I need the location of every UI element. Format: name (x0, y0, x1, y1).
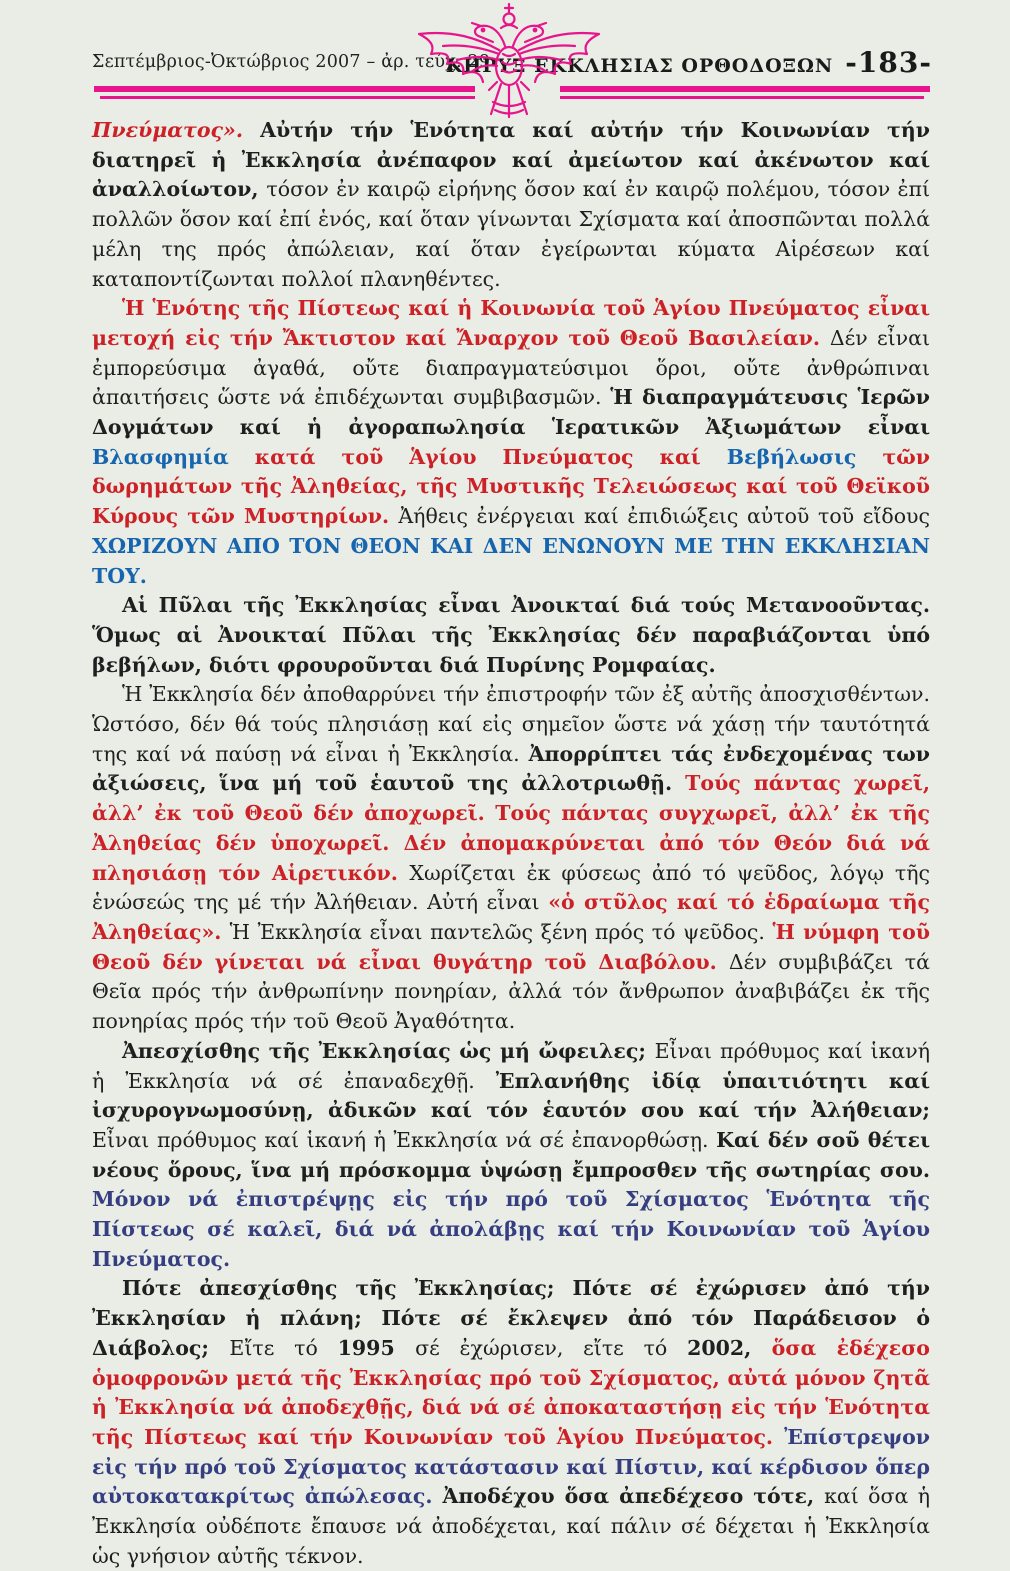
text-run: Αἱ Πῦλαι τῆς Ἐκκλησίας εἶναι Ἀνοικταί διά τούς Μετανοοῦντας. Ὅμως αἱ Ἀνοικταί Πῦλαι τῆς Ἐκκλησίας δέν παραβιάζονται ὑπό βεβήλων, διότι φρουροῦνται διά Πυρίνης Ρομφαίας. (92, 593, 930, 677)
text-run: Ἡ Ἐκκλησία δέν ἀποθαρρύνει τήν ἐπιστροφήν τῶν ἐξ αὐτῆς ἀποσχισθέντων. Ὡστόσο, δέν θά τούς πλησιάσῃ καί εἰς σημεῖον ὥστε νά χάσῃ τήν ταυτότητά της καί νά παύσῃ νά εἶναι ἡ Ἐκκλησία. (92, 682, 930, 766)
text-run: Ἡ Ἐκκλησία εἶναι παντελῶς ξένη πρός τό ψεῦδος. (229, 919, 773, 944)
double-headed-eagle-icon (413, 2, 605, 120)
text-run: Καί δέν σοῦ θέτει νέους ὅρους, ἵνα μή πρόσκομμα ὑψώσῃ ἔμπροσθεν τῆς σωτηρίας σου. (92, 1127, 931, 1182)
text-run: Βεβήλωσις (726, 444, 883, 469)
text-run: Ἀπορρίπτει τάς ἐνδεχομένας των ἀξιώσεις, ἵνα μή τοῦ ἑαυτοῦ της ἀλλοτριωθῇ. (92, 741, 930, 796)
text-run: 2002, (687, 1335, 772, 1360)
text-run: Πνεύματος». (92, 118, 261, 142)
text-run: τῶν δωρημάτων τῆς Ἀληθείας, τῆς Μυστικῆς Τελειώσεως καί τοῦ Θεϊκοῦ Κύρους τῶν Μυστηρίων. (92, 444, 930, 529)
paragraph (92, 680, 930, 1036)
text-run: Ἐπίστρεψον εἰς τήν πρό τοῦ Σχίσματος κατάστασιν καί Πίστιν, καί κέρδισον ὅπερ αὐτοκατακρίτως ἀπώλεσας. (92, 1424, 930, 1509)
text-run: ΧΩΡΙΖΟΥΝ ΑΠΟ ΤΟΝ ΘΕΟΝ ΚΑΙ ΔΕΝ ΕΝΩΝΟΥΝ ΜΕ ΤΗΝ ΕΚΚΛΗΣΙΑΝ ΤΟΥ. (92, 533, 930, 588)
text-run: 1995 (337, 1335, 416, 1360)
text-run: Ἀποδέχου ὅσα ἀπεδέχεσο τότε, (442, 1484, 825, 1509)
page-number: -183- (845, 46, 932, 79)
text-run: Ἀπεσχίσθης τῆς Ἐκκλησίας ὡς μή ὤφειλες; (122, 1038, 655, 1063)
text-run: Τούς πάντας χωρεῖ, ἀλλ’ ἐκ τοῦ Θεοῦ δέν ἀποχωρεῖ. Τούς πάντας συγχωρεῖ, ἀλλ’ ἐκ τῆς Ἀληθείας δέν ὑποχωρεῖ. Δέν ἀπομακρύνεται ἀπό τόν Θεόν διά νά πλησιάσῃ τόν Αἱρετικόν. (92, 771, 930, 885)
text-run: ὅσα ἐδέχεσο ὁμοφρονῶν μετά τῆς Ἐκκλησίας πρό τοῦ Σχίσματος, αὐτά μόνον ζητᾶ ἡ Ἐκκλησία νά ἀποδεχθῇς, διά νά σέ ἀποκαταστήσῃ εἰς τήν Ἑνότητα τῆς Πίστεως καί τήν Κοινωνίαν τοῦ Ἁγίου Πνεύματος. (92, 1335, 930, 1449)
paragraph (92, 116, 930, 294)
text-run: Πότε ἀπεσχίσθης τῆς Ἐκκλησίας; Πότε σέ ἐχώρισεν ἀπό τήν Ἐκκλησίαν ἡ πλάνη; Πότε σέ ἔκλεψεν ἀπό τόν Παράδεισον ὁ Διάβολος; (92, 1276, 930, 1360)
text-run: Ἡ νύμφη τοῦ Θεοῦ δέν γίνεται νά εἶναι θυγάτηρ τοῦ Διαβόλου. (92, 919, 930, 974)
paragraph (92, 1037, 930, 1275)
text-run: Ἡ Ἑνότης τῆς Πίστεως καί ἡ Κοινωνία τοῦ Ἁγίου Πνεύματος εἶναι μετοχή εἰς τήν Ἄκτιστον καί Ἄναρχον τοῦ Θεοῦ Βασιλείαν. (92, 296, 930, 350)
text-run: σέ ἐχώρισεν, εἴτε τό (415, 1335, 688, 1360)
issue-info: Σεπτέμβριος-Ὀκτώβριος 2007 – ἀρ. τεύχ. 29 (92, 52, 491, 72)
masthead-title: ΚΗΡΥΞ ΕΚΚΛΗΣΙΑΣ ΟΡΘΟΔΟΞΩΝ (445, 55, 834, 77)
text-run: Εἴτε τό (229, 1335, 338, 1360)
paragraph (92, 591, 930, 680)
text-run: Ἡ διαπραγμάτευσις Ἱερῶν Δογμάτων καί ἡ ἀγοραπωλησία Ἱερατικῶν Ἀξιωμάτων εἶναι (92, 385, 931, 440)
text-run: κατά τοῦ Ἁγίου Πνεύματος καί (254, 444, 727, 469)
header-rule-thin-right (560, 96, 924, 99)
header-rule-thick-right (560, 86, 930, 92)
text-run: Βλασφημία (92, 444, 255, 469)
text-run: Εἶναι πρόθυμος καί ἱκανή ἡ Ἐκκλησία νά σέ ἐπανορθώσῃ. (92, 1127, 717, 1152)
paragraph (92, 1274, 930, 1571)
text-run: Δέν συμβιβάζει τά Θεῖα πρός τήν ἀνθρωπίνην πονηρίαν, ἀλλά τόν ἄνθρωπον ἀναβιβάζει ἐκ τῆς πονηρίας πρός τήν τοῦ Θεοῦ Ἀγαθότητα. (92, 949, 930, 1034)
text-run: Μόνον νά ἐπιστρέψῃς εἰς τήν πρό τοῦ Σχίσματος Ἑνότητα τῆς Πίστεως σέ καλεῖ, διά νά ἀπολάβῃς καί τήν Κοινωνίαν τοῦ Ἁγίου Πνεύματος. (92, 1187, 930, 1271)
text-run: Χωρίζεται ἐκ φύσεως ἀπό τό ψεῦδος, λόγῳ τῆς ἑνώσεώς της μέ τήν Ἀλήθειαν. Αὐτή εἶναι (92, 860, 930, 915)
text-run: Εἶναι πρόθυμος καί ἱκανή ἡ Ἐκκλησία νά σέ ἐπαναδεχθῇ. (92, 1038, 930, 1093)
text-run: καί ὅσα ἡ Ἐκκλησία οὐδέποτε ἔπαυσε νά ἀποδέχεται, καί πάλιν σέ δέχεται ἡ Ἐκκλησία ὡς γνήσιον αὐτῆς τέκνον. (92, 1484, 930, 1568)
text-run: Αὐτήν τήν Ἑνότητα καί αὐτήν τήν Κοινωνίαν τήν διατηρεῖ ἡ Ἐκκλησία ἀνέπαφον καί ἀμείωτον καί ἀκένωτον καί ἀναλλοίωτον, (92, 118, 930, 202)
paragraph (92, 294, 930, 591)
text-run: Ἀήθεις ἐνέργειαι καί ἐπιδιώξεις αὐτοῦ τοῦ εἴδους (398, 504, 930, 529)
text-run: Ἐπλανήθης ἰδίᾳ ὑπαιτιότητι καί ἰσχυρογνωμοσύνῃ, ἀδικῶν καί τόν ἑαυτόν σου καί τήν Ἀλήθειαν; (92, 1068, 930, 1123)
article-body (92, 116, 930, 1571)
text-run: Δέν εἶναι ἐμπορεύσιμα ἀγαθά, οὔτε διαπραγματεύσιμοι ὅροι, οὔτε ἀνθρώπιναι ἀπαιτήσεις ὥστε νά ἐπιδέχωνται συμβιβασμῶν. (92, 325, 931, 410)
text-run: «ὁ στῦλος καί τό ἑδραίωμα τῆς Ἀληθείας». (92, 890, 931, 944)
text-run: τόσον ἐν καιρῷ εἰρήνης ὅσον καί ἐν καιρῷ πολέμου, τόσον ἐπί πολλῶν ὅσον καί ἐπί ἑνός, καί ὅταν γίνωνται Σχίσματα καί ἀποσπῶνται πολλά μέλη της πρός ἀπώλειαν, καί ὅταν ἐγείρωνται κύματα Αἱρέσεων καί καταποντίζωνται πολλοί πλανηθέντες. (92, 177, 930, 291)
